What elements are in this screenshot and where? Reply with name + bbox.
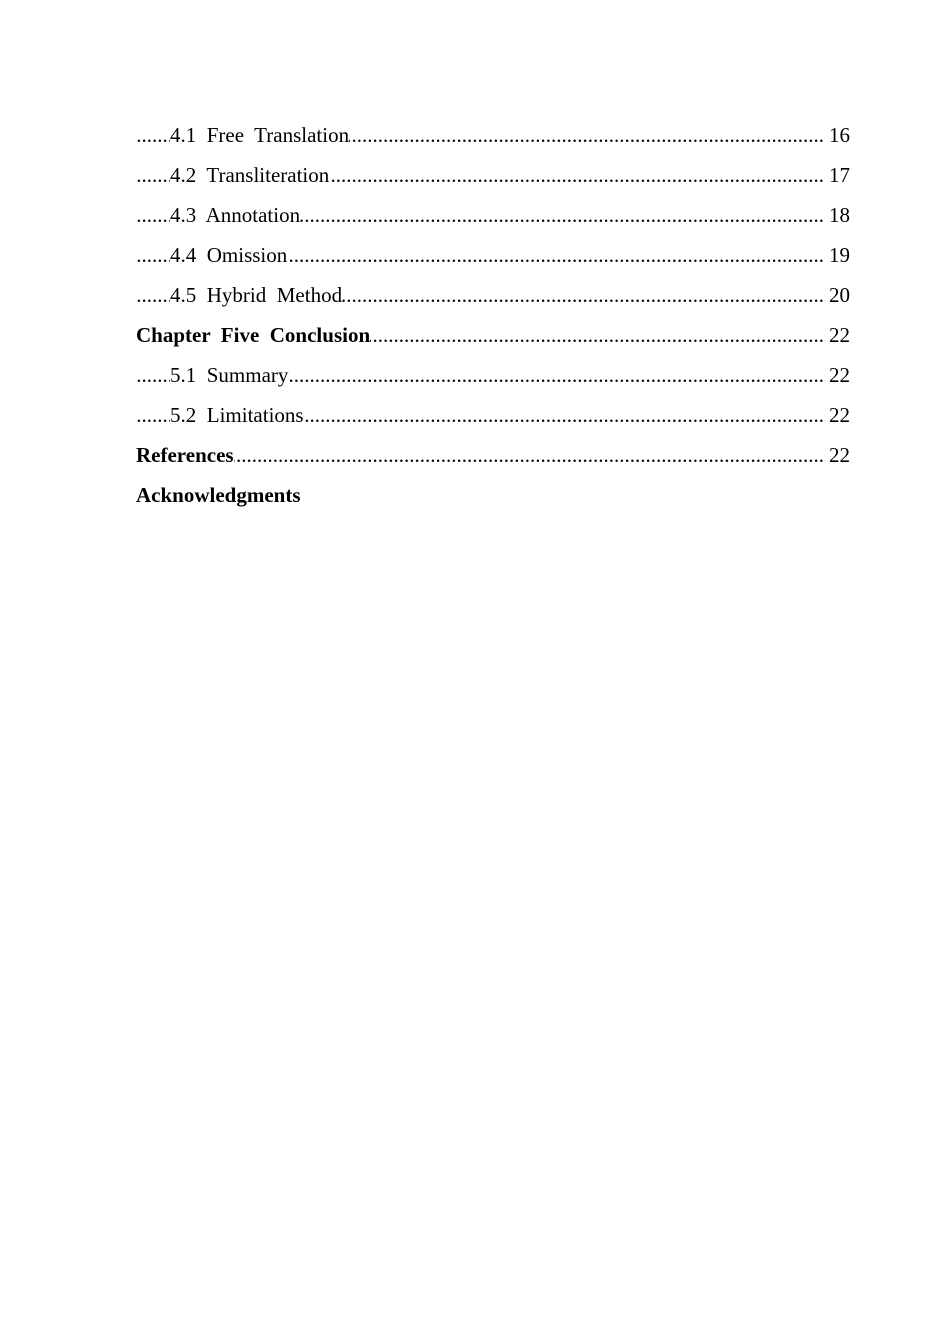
toc-entry-page-number: 19	[829, 243, 850, 267]
toc-entry-page-number: 17	[829, 163, 850, 187]
toc-entry-5-2[interactable]	[136, 401, 850, 441]
toc-entry-chapter-five[interactable]	[136, 321, 850, 361]
toc-entry-page-number: 22	[829, 323, 850, 347]
toc-entry-title: 4.5 Hybrid Method	[170, 283, 343, 307]
toc-entry-page-number: 20	[829, 283, 850, 307]
toc-entry-title: Acknowledgments	[136, 483, 301, 507]
toc-entry-4-4[interactable]	[136, 241, 850, 281]
toc-entry-references[interactable]	[136, 441, 850, 481]
toc-entry-page-number: 18	[829, 203, 850, 227]
toc-entry-title: 5.2 Limitations	[170, 403, 304, 427]
toc-entry-title: 4.3 Annotation	[170, 203, 301, 227]
toc-entry-5-1[interactable]	[136, 361, 850, 401]
toc-entry-page-number: 22	[829, 363, 850, 387]
toc-entry-page-number: 22	[829, 403, 850, 427]
toc-entry-4-1[interactable]	[136, 121, 850, 161]
toc-entry-acknowledgments[interactable]	[136, 481, 850, 521]
toc-entry-title: Chapter Five Conclusion	[136, 323, 371, 347]
toc-entry-title: 4.1 Free Translation	[170, 123, 350, 147]
table-of-contents	[136, 121, 850, 521]
toc-entry-page-number: 22	[829, 443, 850, 467]
toc-entry-title: 5.1 Summary	[170, 363, 289, 387]
toc-entry-4-3[interactable]	[136, 201, 850, 241]
toc-entry-title: References	[136, 443, 234, 467]
toc-entry-4-5[interactable]	[136, 281, 850, 321]
toc-entry-page-number: 16	[829, 123, 850, 147]
toc-entry-4-2[interactable]	[136, 161, 850, 201]
toc-entry-title: 4.4 Omission	[170, 243, 288, 267]
toc-entry-title: 4.2 Transliteration	[170, 163, 330, 187]
dot-leader	[136, 441, 824, 469]
